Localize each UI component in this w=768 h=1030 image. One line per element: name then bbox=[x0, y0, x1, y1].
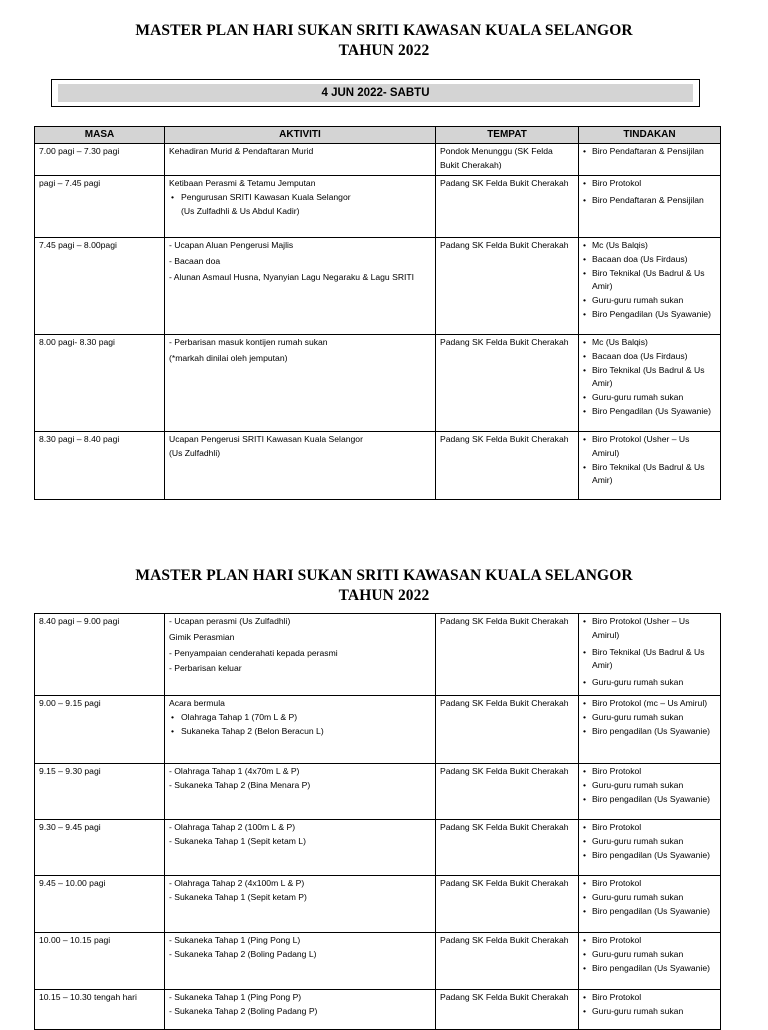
tempat-cell: Padang SK Felda Bukit Cherakah bbox=[436, 933, 579, 990]
aktiviti-line: - Perbarisan keluar bbox=[169, 663, 242, 674]
masa-cell: 7.45 pagi – 8.00pagi bbox=[35, 238, 165, 335]
tindakan-item: • Biro Pengadilan (Us Syawanie) bbox=[583, 308, 716, 322]
tempat-cell: Padang SK Felda Bukit Cherakah bbox=[436, 876, 579, 933]
tindakan-item: • Biro Pengadilan (Us Syawanie) bbox=[583, 405, 716, 419]
tindakan-item: • Biro pengadilan (Us Syawanie) bbox=[583, 962, 716, 976]
tindakan-item: • Biro Protokol (mc – Us Amirul) bbox=[583, 697, 716, 711]
aktiviti-line: - Sukaneka Tahap 1 (Ping Pong P) bbox=[169, 992, 302, 1002]
table-row bbox=[35, 144, 721, 176]
aktiviti-cell bbox=[165, 432, 436, 500]
aktiviti-cell bbox=[165, 144, 436, 176]
masa-cell: 9.00 – 9.15 pagi bbox=[35, 696, 165, 764]
masa-cell: 8.00 pagi- 8.30 pagi bbox=[35, 335, 165, 432]
tindakan-item: • Biro pengadilan (Us Syawanie) bbox=[583, 849, 716, 863]
masa-cell: 10.15 – 10.30 tengah hari bbox=[35, 990, 165, 1030]
tindakan-item: • Biro Teknikal (Us Badrul & Us Amir) bbox=[583, 267, 716, 295]
tempat-cell: Padang SK Felda Bukit Cherakah bbox=[436, 696, 579, 764]
aktiviti-line: - Alunan Asmaul Husna, Nyanyian Lagu Negaraku & Lagu SRITI bbox=[169, 271, 415, 282]
table-row bbox=[35, 238, 721, 335]
tindakan-item: • Biro Protokol bbox=[583, 877, 716, 891]
tindakan-item: • Guru-guru rumah sukan bbox=[583, 948, 716, 962]
aktiviti-line: • Sukaneka Tahap 2 (Belon Beracun L) bbox=[169, 725, 431, 739]
schedule-table-1 bbox=[34, 126, 721, 500]
aktiviti-cell bbox=[165, 933, 436, 990]
tempat-cell: Padang SK Felda Bukit Cherakah bbox=[436, 764, 579, 820]
tindakan-cell bbox=[579, 696, 721, 764]
masa-cell: 9.30 – 9.45 pagi bbox=[35, 820, 165, 876]
tempat-cell: Padang SK Felda Bukit Cherakah bbox=[436, 238, 579, 335]
table-row bbox=[35, 764, 721, 820]
schedule-table-2 bbox=[34, 613, 721, 1030]
tindakan-cell bbox=[579, 176, 721, 238]
table-row bbox=[35, 876, 721, 933]
table-row bbox=[35, 432, 721, 500]
title-line-2: TAHUN 2022 bbox=[338, 42, 430, 59]
tindakan-item: • Biro Pendaftaran & Pensijilan bbox=[583, 194, 716, 208]
aktiviti-line: - Olahraga Tahap 2 (100m L & P) bbox=[169, 822, 296, 832]
header-tempat: TEMPAT bbox=[436, 127, 579, 144]
tindakan-cell bbox=[579, 933, 721, 990]
tempat-cell: Padang SK Felda Bukit Cherakah bbox=[436, 335, 579, 432]
masa-cell: 7.00 pagi – 7.30 pagi bbox=[35, 144, 165, 176]
document-title bbox=[0, 21, 768, 61]
aktiviti-line: (*markah dinilai oleh jemputan) bbox=[169, 352, 288, 363]
aktiviti-line: - Olahraga Tahap 2 (4x100m L & P) bbox=[169, 878, 305, 888]
aktiviti-cell bbox=[165, 238, 436, 335]
table-row bbox=[35, 335, 721, 432]
aktiviti-line: - Perbarisan masuk kontijen rumah sukan bbox=[169, 337, 328, 347]
aktiviti-line: Acara bermula bbox=[169, 698, 225, 708]
tindakan-item: • Biro Protokol (Usher – Us Amirul) bbox=[583, 433, 716, 461]
document-title-repeat bbox=[0, 566, 768, 606]
tindakan-item: • Guru-guru rumah sukan bbox=[583, 676, 716, 690]
tindakan-item: • Bacaan doa (Us Firdaus) bbox=[583, 350, 716, 364]
tindakan-item: • Guru-guru rumah sukan bbox=[583, 779, 716, 793]
tindakan-cell bbox=[579, 876, 721, 933]
tindakan-cell bbox=[579, 144, 721, 176]
aktiviti-line: - Bacaan doa bbox=[169, 255, 221, 266]
aktiviti-cell bbox=[165, 696, 436, 764]
aktiviti-line: Ucapan Pengerusi SRITI Kawasan Kuala Selangor bbox=[169, 434, 363, 444]
aktiviti-line: - Sukaneka Tahap 2 (Bina Menara P) bbox=[169, 779, 311, 790]
aktiviti-line: • Pengurusan SRITI Kawasan Kuala Selangor bbox=[169, 191, 431, 205]
aktiviti-line: - Sukaneka Tahap 1 (Sepit ketam L) bbox=[169, 835, 306, 846]
tindakan-cell bbox=[579, 764, 721, 820]
masa-cell: pagi – 7.45 pagi bbox=[35, 176, 165, 238]
aktiviti-cell bbox=[165, 820, 436, 876]
tindakan-item: • Guru-guru rumah sukan bbox=[583, 1005, 716, 1019]
date-label: 4 JUN 2022- SABTU bbox=[58, 84, 693, 102]
masa-cell: 8.40 pagi – 9.00 pagi bbox=[35, 614, 165, 696]
aktiviti-line: Ketibaan Perasmi & Tetamu Jemputan bbox=[169, 178, 316, 188]
aktiviti-line: - Sukaneka Tahap 2 (Boling Padang P) bbox=[169, 1005, 318, 1016]
tindakan-item: • Biro Protokol bbox=[583, 934, 716, 948]
tindakan-item: • Guru-guru rumah sukan bbox=[583, 891, 716, 905]
schedule-body-2 bbox=[35, 614, 721, 1030]
aktiviti-line: Gimik Perasmian bbox=[169, 631, 235, 642]
tindakan-item: • Biro Protokol bbox=[583, 821, 716, 835]
tindakan-cell bbox=[579, 820, 721, 876]
aktiviti-line: (Us Zulfadhli & Us Abdul Kadir) bbox=[181, 205, 300, 216]
table-header-row bbox=[35, 127, 721, 144]
aktiviti-line: - Sukaneka Tahap 1 (Sepit ketam P) bbox=[169, 891, 307, 902]
header-tindakan: TINDAKAN bbox=[579, 127, 721, 144]
table-row bbox=[35, 176, 721, 238]
tindakan-item: • Biro pengadilan (Us Syawanie) bbox=[583, 905, 716, 919]
title-line-2: TAHUN 2022 bbox=[338, 587, 430, 604]
aktiviti-line: Kehadiran Murid & Pendaftaran Murid bbox=[169, 146, 314, 156]
tindakan-item: • Biro Protokol bbox=[583, 177, 716, 191]
title-line-1: MASTER PLAN HARI SUKAN SRITI KAWASAN KUALA SELANGOR bbox=[135, 22, 633, 39]
tindakan-item: • Biro Pendaftaran & Pensijilan bbox=[583, 145, 716, 159]
title-line-1: MASTER PLAN HARI SUKAN SRITI KAWASAN KUALA SELANGOR bbox=[135, 567, 633, 584]
tindakan-item: • Mc (Us Balqis) bbox=[583, 239, 716, 253]
tindakan-item: • Bacaan doa (Us Firdaus) bbox=[583, 253, 716, 267]
tempat-cell: Padang SK Felda Bukit Cherakah bbox=[436, 614, 579, 696]
tindakan-item: • Biro Protokol bbox=[583, 991, 716, 1005]
masa-cell: 9.15 – 9.30 pagi bbox=[35, 764, 165, 820]
tempat-cell: Padang SK Felda Bukit Cherakah bbox=[436, 990, 579, 1030]
aktiviti-cell bbox=[165, 764, 436, 820]
tindakan-item: • Guru-guru rumah sukan bbox=[583, 391, 716, 405]
tindakan-item: • Biro Teknikal (Us Badrul & Us Amir) bbox=[583, 461, 716, 489]
tempat-cell: Pondok Menunggu (SK Felda Bukit Cherakah) bbox=[436, 144, 579, 176]
aktiviti-line: - Penyampaian cenderahati kepada perasmi bbox=[169, 647, 338, 658]
tindakan-item: • Biro pengadilan (Us Syawanie) bbox=[583, 793, 716, 807]
aktiviti-line: - Sukaneka Tahap 1 (Ping Pong L) bbox=[169, 935, 301, 945]
date-box bbox=[51, 79, 700, 107]
table-row bbox=[35, 696, 721, 764]
aktiviti-line: • Olahraga Tahap 1 (70m L & P) bbox=[169, 711, 431, 725]
header-masa: MASA bbox=[35, 127, 165, 144]
table-row bbox=[35, 820, 721, 876]
table-row bbox=[35, 614, 721, 696]
tindakan-item: • Mc (Us Balqis) bbox=[583, 336, 716, 350]
tempat-cell: Padang SK Felda Bukit Cherakah bbox=[436, 176, 579, 238]
tindakan-item: • Biro Teknikal (Us Badrul & Us Amir) bbox=[583, 646, 716, 674]
tempat-cell: Padang SK Felda Bukit Cherakah bbox=[436, 820, 579, 876]
aktiviti-cell bbox=[165, 335, 436, 432]
table-row bbox=[35, 933, 721, 990]
aktiviti-line: - Ucapan Aluan Pengerusi Majlis bbox=[169, 240, 294, 250]
aktiviti-line: - Ucapan perasmi (Us Zulfadhli) bbox=[169, 616, 291, 626]
aktiviti-line: (Us Zulfadhli) bbox=[169, 447, 221, 458]
tindakan-item: • Biro Teknikal (Us Badrul & Us Amir) bbox=[583, 364, 716, 392]
aktiviti-line: - Olahraga Tahap 1 (4x70m L & P) bbox=[169, 766, 300, 776]
tindakan-item: • Biro Protokol bbox=[583, 765, 716, 779]
masa-cell: 9.45 – 10.00 pagi bbox=[35, 876, 165, 933]
tindakan-item: • Guru-guru rumah sukan bbox=[583, 835, 716, 849]
aktiviti-line: - Sukaneka Tahap 2 (Boling Padang L) bbox=[169, 948, 317, 959]
aktiviti-cell bbox=[165, 176, 436, 238]
tindakan-cell bbox=[579, 614, 721, 696]
tindakan-item: • Biro pengadilan (Us Syawanie) bbox=[583, 725, 716, 739]
tindakan-item: • Guru-guru rumah sukan bbox=[583, 294, 716, 308]
header-aktiviti: AKTIVITI bbox=[165, 127, 436, 144]
aktiviti-cell bbox=[165, 614, 436, 696]
tempat-cell: Padang SK Felda Bukit Cherakah bbox=[436, 432, 579, 500]
masa-cell: 8.30 pagi – 8.40 pagi bbox=[35, 432, 165, 500]
aktiviti-cell bbox=[165, 876, 436, 933]
masa-cell: 10.00 – 10.15 pagi bbox=[35, 933, 165, 990]
tindakan-cell bbox=[579, 238, 721, 335]
tindakan-cell bbox=[579, 335, 721, 432]
tindakan-item: • Guru-guru rumah sukan bbox=[583, 711, 716, 725]
schedule-body-1 bbox=[35, 144, 721, 500]
tindakan-cell bbox=[579, 432, 721, 500]
tindakan-item: • Biro Protokol (Usher – Us Amirul) bbox=[583, 615, 716, 643]
